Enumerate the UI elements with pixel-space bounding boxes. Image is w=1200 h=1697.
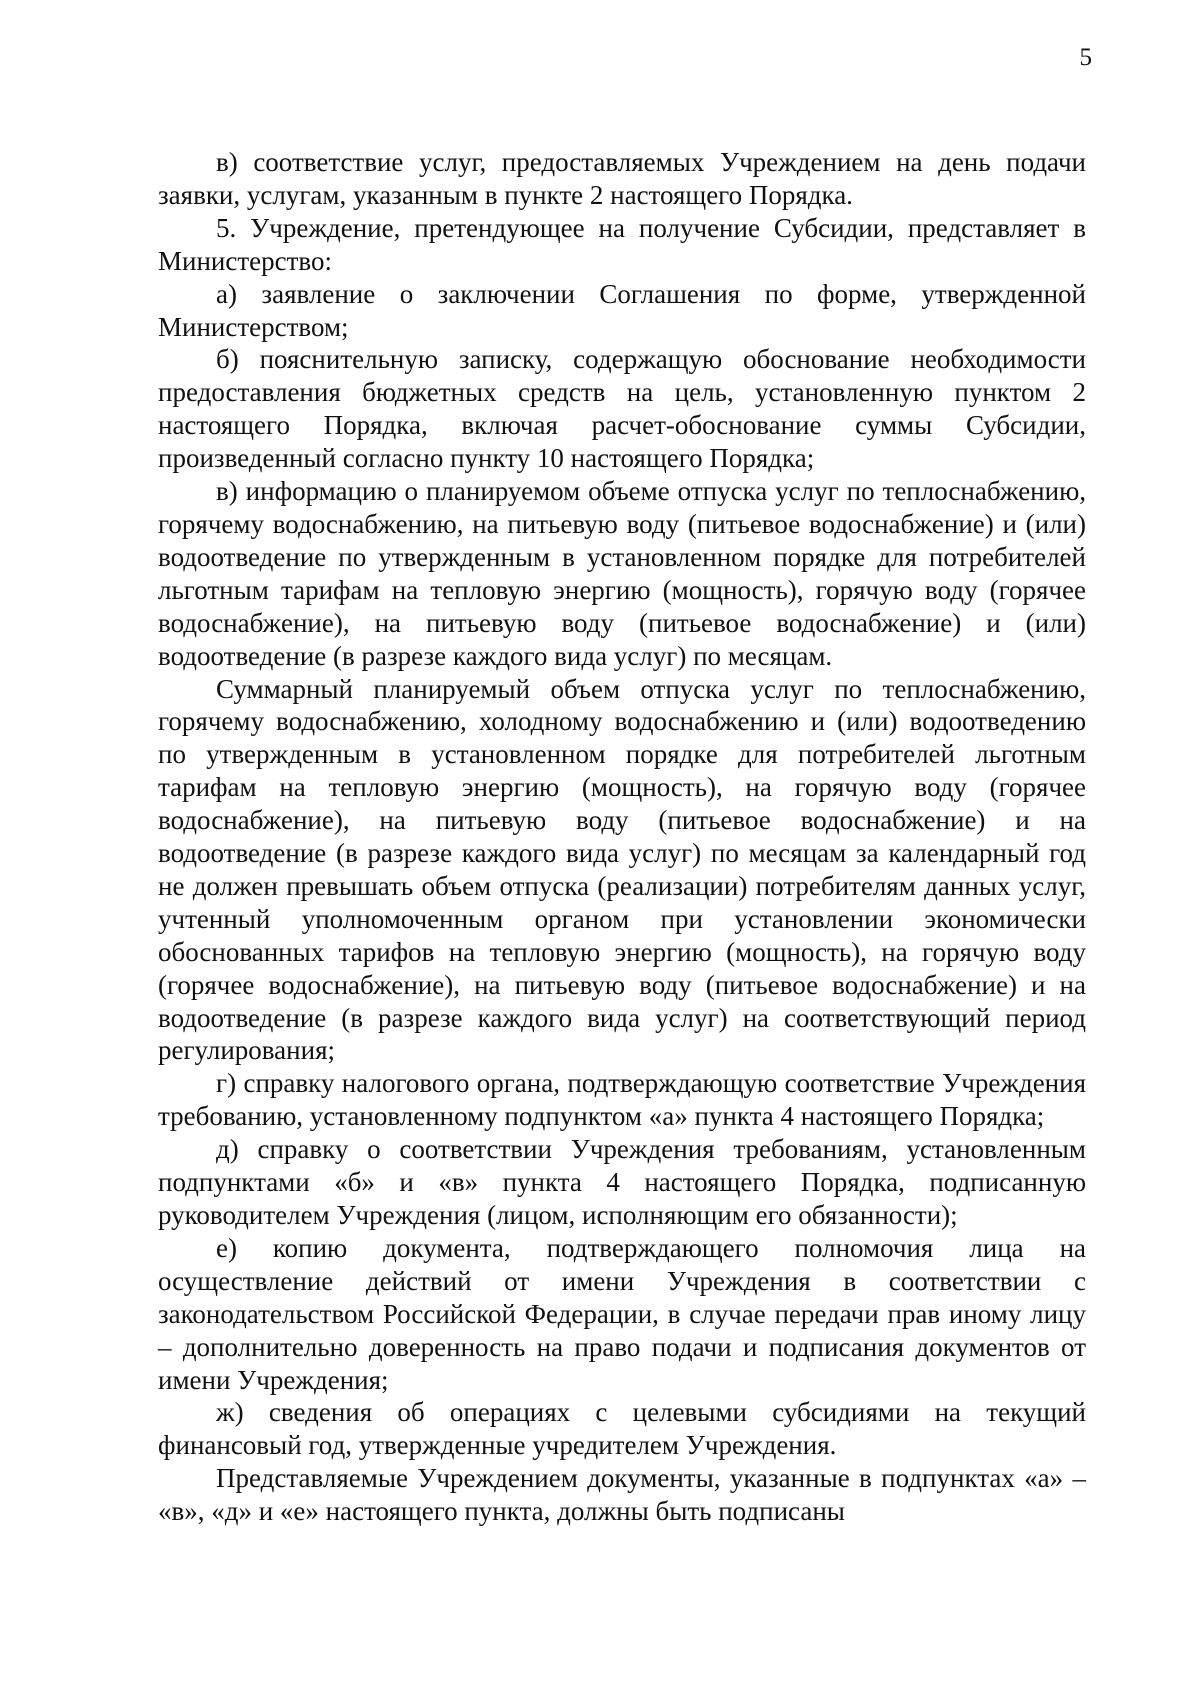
paragraph-item-d-compliance-certificate: д) справку о соответствии Учреждения требованиям, установленным подпунктами «б» и «в» пункта 4 настоящего Порядка, подписанную руководителем Учреждения (лицом, исполняющим его обязанности);: [158, 1134, 1086, 1230]
page-number: 5: [1079, 44, 1092, 71]
paragraph-item-a-application: а) заявление о заключении Соглашения по форме, утвержденной Министерством;: [158, 278, 1086, 342]
paragraph-point-5-documents: 5. Учреждение, претендующее на получение Субсидии, представляет в Министерство:: [158, 212, 1086, 276]
paragraph-item-v-planned-volume: в) информацию о планируемом объеме отпуска услуг по теплоснабжению, горячему водоснабжению, на питьевую воду (питьевое водоснабжение) и (или) водоотведение по утвержденным в установленном порядке для потребителей льготным тарифам на тепловую энергию (мощность), горячую воду (горячее водоснабжение), на питьевую воду (питьевое водоснабжение) и (или) водоотведение (в разрезе каждого вида услуг) по месяцам.: [158, 476, 1086, 671]
paragraph-documents-signing: Представляемые Учреждением документы, указанные в подпунктах «а» – «в», «д» и «е» настоящего пункта, должны быть подписаны: [158, 1463, 1086, 1527]
paragraph-item-e-authority-document: е) копию документа, подтверждающего полномочия лица на осуществление действий от имени Учреждения в соответствии с законодательством Российской Федерации, в случае передачи прав иному лицу – дополнительно доверенность на право подачи и подписания документов от имени Учреждения;: [158, 1232, 1086, 1395]
paragraph-item-g-tax-certificate: г) справку налогового органа, подтверждающую соответствие Учреждения требованию, установленному подпунктом «а» пункта 4 настоящего Порядка;: [158, 1068, 1086, 1132]
paragraph-item-v-services-compliance: в) соответствие услуг, предоставляемых Учреждением на день подачи заявки, услугам, указанным в пункте 2 настоящего Порядка.: [158, 147, 1086, 210]
paragraph-item-b-explanatory-note: б) пояснительную записку, содержащую обоснование необходимости предоставления бюджетных средств на цель, установленную пунктом 2 настоящего Порядка, включая расчет-обоснование суммы Субсидии, произведенный согласно пункту 10 настоящего Порядка;: [158, 344, 1086, 474]
paragraph-item-zh-subsidy-operations: ж) сведения об операциях с целевыми субсидиями на текущий финансовый год, утвержденные учредителем Учреждения.: [158, 1397, 1086, 1461]
paragraph-total-planned-volume: Суммарный планируемый объем отпуска услуг по теплоснабжению, горячему водоснабжению, холодному водоснабжению и (или) водоотведению по утвержденным в установленном порядке для потребителей льготным тарифам на тепловую энергию (мощность), на горячую воду (горячее водоснабжение), на питьевую воду (питьевое водоснабжение) и на водоотведение (в разрезе каждого вида услуг) по месяцам за календарный год не должен превышать объем отпуска (реализации) потребителям данных услуг, учтенный уполномоченным органом при установлении экономически обоснованных тарифов на тепловую энергию (мощность), на горячую воду (горячее водоснабжение), на питьевую воду (питьевое водоснабжение) и на водоотведение (в разрезе каждого вида услуг) на соответствующий период регулирования;: [158, 673, 1086, 1066]
document-body: [158, 146, 1086, 1528]
